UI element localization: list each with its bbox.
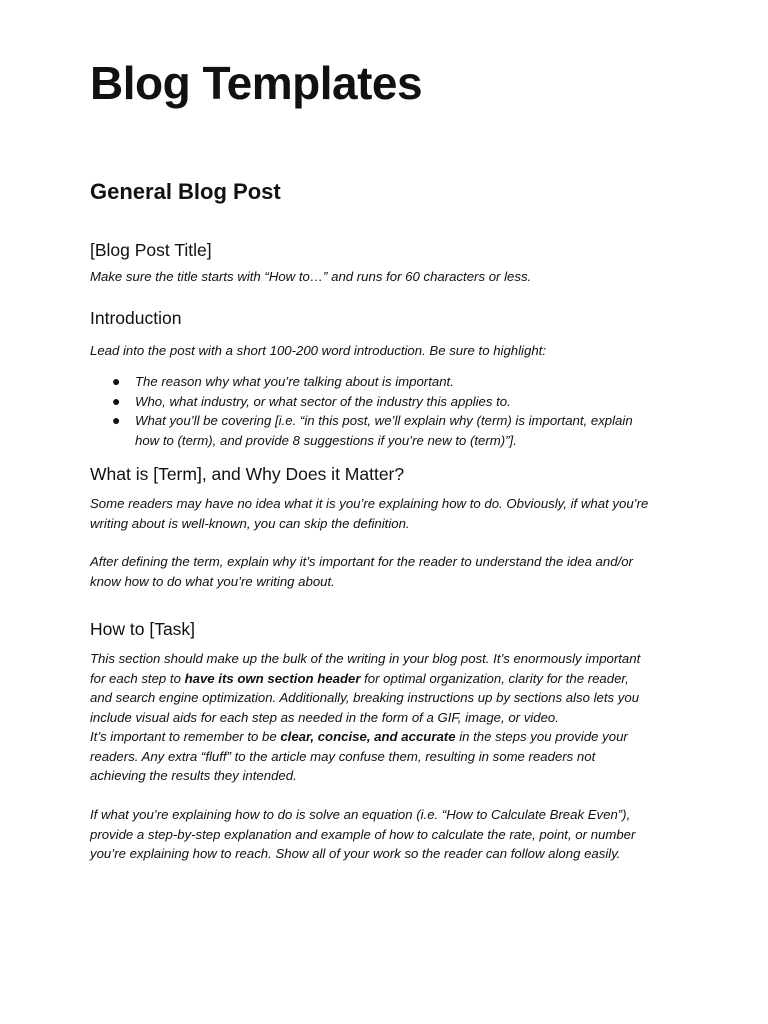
introduction-lead: Lead into the post with a short 100-200 word introduction. Be sure to highlight: bbox=[90, 343, 546, 358]
introduction-heading: Introduction bbox=[90, 308, 182, 328]
bullet-icon: ● bbox=[112, 412, 121, 428]
how-to-paragraph-2: If what you’re explaining how to do is solve an equation (i.e. “How to Calculate Break Even”), provide a step-by-step explanation and example of how to calculate the rate, point, or number you’re explaining how to reach. Show all of your work so the reader can follow along easily. bbox=[90, 807, 636, 861]
list-item: ● What you’ll be covering [i.e. “in this post, we’ll explain why (term) is important, explain how to (term), and provide 8 suggestions if you’re new to (term)”]. bbox=[112, 412, 633, 448]
page-title: Blog Templates bbox=[90, 57, 423, 109]
how-to-paragraph-1: This section should make up the bulk of the writing in your blog post. It’s enormously important for each step to have its own section header for optimal organization, clarity for the reader, and search engine optimization. Additionally, breaking instructions up by sections also lets you include visual aids for each step as needed in the form of a GIF, image, or video. It’s important to remember to be clear, concise, and accurate in the steps you provide your readers. Any extra “fluff” to the article may confuse them, resulting in some readers not achieving the results they intended. bbox=[90, 651, 641, 783]
introduction-bullet-list bbox=[112, 372, 692, 450]
how-to-heading: How to [Task] bbox=[90, 619, 196, 639]
bullet-icon: ● bbox=[112, 373, 121, 389]
bullet-icon: ● bbox=[112, 392, 121, 409]
emphasis-section-header: have its own section header bbox=[184, 670, 361, 686]
blog-post-title-heading: [Blog Post Title] bbox=[90, 240, 212, 260]
what-is-paragraph-2: After defining the term, explain why it’s important for the reader to understand the idea and/or know how to do what you’re writing about. bbox=[90, 554, 633, 589]
section-title: General Blog Post bbox=[90, 179, 281, 204]
list-item: ● Who, what industry, or what sector of the industry this applies to. bbox=[112, 392, 692, 412]
what-is-heading: What is [Term], and Why Does it Matter? bbox=[90, 464, 405, 484]
blog-post-title-hint: Make sure the title starts with “How to…” and runs for 60 characters or less. bbox=[90, 269, 532, 284]
what-is-paragraph-1: Some readers may have no idea what it is you’re explaining how to do. Obviously, if what you’re writing about is well-known, you can skip the definition. bbox=[90, 496, 649, 531]
emphasis-clear-concise: clear, concise, and accurate bbox=[280, 729, 456, 744]
list-item: ● The reason why what you’re talking about is important. bbox=[112, 372, 692, 392]
